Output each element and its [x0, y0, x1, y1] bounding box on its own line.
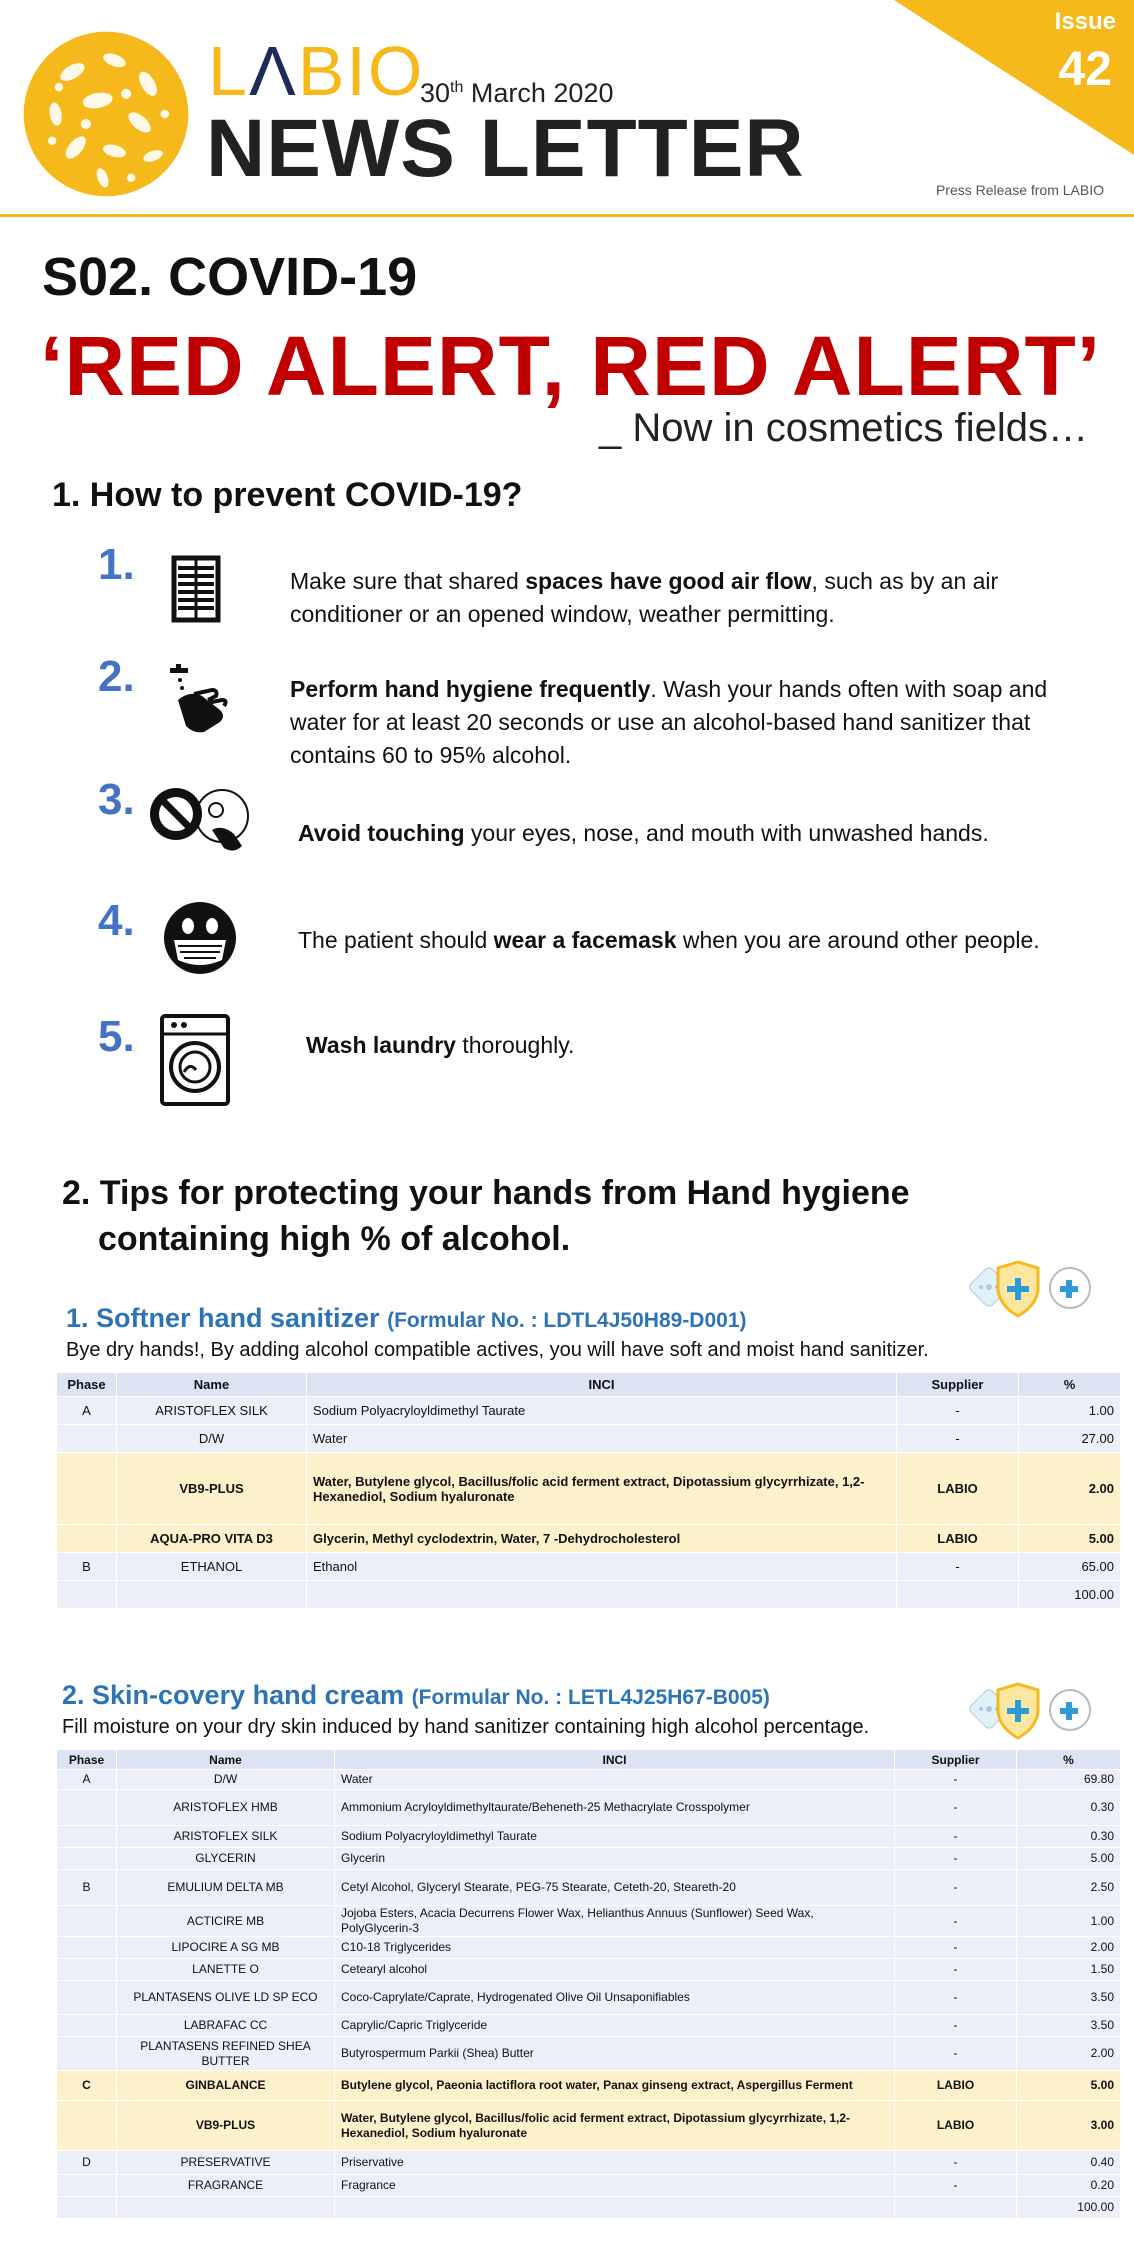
inci-cell: Glycerin, Methyl cyclodextrin, Water, 7 -Dehydrocholesterol: [307, 1525, 897, 1553]
table-row: [57, 1981, 1121, 2015]
section2-heading: [62, 1170, 910, 1262]
inci-cell: Butyrospermum Parkii (Shea) Butter: [335, 2037, 895, 2071]
headline-subtitle: _ Now in cosmetics fields…: [598, 406, 1088, 450]
percent-cell: 0.40: [1017, 2151, 1121, 2175]
percent-cell: 5.00: [1017, 1848, 1121, 1870]
name-cell: EMULIUM DELTA MB: [117, 1870, 335, 1906]
name-cell: GLYCERIN: [117, 1848, 335, 1870]
percent-cell: 100.00: [1019, 1581, 1121, 1609]
supplier-cell: -: [895, 1770, 1017, 1790]
phase-cell: [57, 1425, 117, 1453]
table-row: [57, 2175, 1121, 2197]
issue-number: 42: [1058, 43, 1112, 96]
table-row: [57, 1870, 1121, 1906]
table-row: [57, 1937, 1121, 1959]
percent-cell: 100.00: [1017, 2197, 1121, 2219]
supplier-cell: [897, 1581, 1019, 1609]
table-row: [57, 1581, 1121, 1609]
col-header: %: [1017, 1750, 1121, 1770]
phase-cell: [57, 2101, 117, 2151]
header-divider: [0, 214, 1134, 217]
washing-machine-icon: [156, 1012, 236, 1108]
inci-cell: Sodium Polyacryloyldimethyl Taurate: [307, 1397, 897, 1425]
press-release-note: Press Release from LABIO: [935, 182, 1104, 198]
percent-cell: 69.80: [1017, 1770, 1121, 1790]
inci-cell: [335, 2197, 895, 2219]
supplier-cell: -: [895, 1981, 1017, 2015]
percent-cell: 1.00: [1017, 1906, 1121, 1937]
phase-cell: [57, 2197, 117, 2219]
table-row: [57, 1848, 1121, 1870]
phase-cell: D: [57, 2151, 117, 2175]
table-row: [57, 1790, 1121, 1826]
section2-heading-line1: 2. Tips for protecting your hands from Hand hygiene: [62, 1174, 910, 1212]
phase-cell: [57, 1981, 117, 2015]
supplier-cell: -: [895, 2175, 1017, 2197]
supplier-cell: -: [895, 1848, 1017, 1870]
col-header: Name: [117, 1373, 307, 1397]
phase-cell: [57, 1826, 117, 1848]
phase-cell: [57, 1906, 117, 1937]
name-cell: FRAGRANCE: [117, 2175, 335, 2197]
name-cell: [117, 2197, 335, 2219]
tip-text: The patient should wear a facemask when you are around other people.: [298, 927, 1040, 953]
table-row: [57, 1553, 1121, 1581]
article-code: S02. COVID-19: [42, 247, 418, 307]
percent-cell: 2.00: [1017, 1937, 1121, 1959]
supplier-cell: -: [895, 2037, 1017, 2071]
percent-cell: 2.00: [1017, 2037, 1121, 2071]
name-cell: ACTICIRE MB: [117, 1906, 335, 1937]
table-row: [57, 1959, 1121, 1981]
tip-number: 5.: [98, 1012, 135, 1061]
percent-cell: 2.50: [1017, 1870, 1121, 1906]
phase-cell: [57, 1937, 117, 1959]
supplier-cell: -: [895, 1906, 1017, 1937]
tip-text: Wash laundry thoroughly.: [306, 1032, 575, 1058]
table-row: [57, 1425, 1121, 1453]
section1-heading: 1. How to prevent COVID-19?: [52, 476, 523, 514]
phase-cell: [57, 1790, 117, 1826]
col-header: %: [1019, 1373, 1121, 1397]
name-cell: [117, 1581, 307, 1609]
phase-cell: B: [57, 1870, 117, 1906]
percent-cell: 1.50: [1017, 1959, 1121, 1981]
col-header: INCI: [335, 1750, 895, 1770]
red-alert-headline: ‘RED ALERT, RED ALERT’: [40, 319, 1102, 413]
no-touch-face-icon: [142, 780, 254, 860]
supplier-cell: -: [897, 1553, 1019, 1581]
name-cell: VB9-PLUS: [117, 1453, 307, 1525]
name-cell: GINBALANCE: [117, 2071, 335, 2101]
name-cell: LIPOCIRE A SG MB: [117, 1937, 335, 1959]
hand-washing-icon: [160, 660, 240, 740]
tip-number: 2.: [98, 652, 135, 701]
issue-date: 30th March 2020: [420, 78, 614, 108]
table-row: [57, 2151, 1121, 2175]
inci-cell: Sodium Polyacryloyldimethyl Taurate: [335, 1826, 895, 1848]
tip-number: 1.: [98, 540, 135, 589]
phase-cell: [57, 1525, 117, 1553]
brand-wordmark: LΛBIO: [208, 32, 425, 110]
supplier-cell: -: [897, 1425, 1019, 1453]
phase-cell: [57, 2175, 117, 2197]
supplier-cell: LABIO: [897, 1525, 1019, 1553]
inci-cell: Water, Butylene glycol, Bacillus/folic acid ferment extract, Dipotassium glycyrrhizate, 1,2-Hexanediol, Sodium hyaluronate: [307, 1453, 897, 1525]
phase-cell: A: [57, 1397, 117, 1425]
col-header: Supplier: [897, 1373, 1019, 1397]
percent-cell: 5.00: [1019, 1525, 1121, 1553]
tip-number: 3.: [98, 775, 135, 824]
inci-cell: Water, Butylene glycol, Bacillus/folic acid ferment extract, Dipotassium glycyrrhizate, 1,2-Hexanediol, Sodium hyaluronate: [335, 2101, 895, 2151]
col-header: INCI: [307, 1373, 897, 1397]
phase-cell: [57, 1581, 117, 1609]
formula1-table-body: [57, 1397, 1121, 1609]
name-cell: VB9-PLUS: [117, 2101, 335, 2151]
formula2-table-body: [57, 1770, 1121, 2219]
table-row: [57, 1397, 1121, 1425]
formula2-description: Fill moisture on your dry skin induced by hand sanitizer containing high alcohol percentage.: [62, 1716, 870, 1738]
table-row: [57, 1453, 1121, 1525]
name-cell: ETHANOL: [117, 1553, 307, 1581]
supplier-cell: -: [895, 2151, 1017, 2175]
table-row: [57, 1525, 1121, 1553]
inci-cell: Water: [307, 1425, 897, 1453]
supplier-cell: -: [895, 1870, 1017, 1906]
logo-leaf-circle: [22, 30, 190, 198]
table-row: [57, 2197, 1121, 2219]
formula1-table: [56, 1372, 1121, 1609]
inci-cell: Cetyl Alcohol, Glyceryl Stearate, PEG-75 Stearate, Ceteth-20, Steareth-20: [335, 1870, 895, 1906]
table-row: [57, 2071, 1121, 2101]
percent-cell: 0.30: [1017, 1790, 1121, 1826]
name-cell: ARISTOFLEX SILK: [117, 1826, 335, 1848]
phase-cell: [57, 1959, 117, 1981]
name-cell: D/W: [117, 1425, 307, 1453]
percent-cell: 5.00: [1017, 2071, 1121, 2101]
tip-number: 4.: [98, 896, 135, 945]
supplier-cell: -: [895, 2015, 1017, 2037]
phase-cell: [57, 1848, 117, 1870]
col-header: Phase: [57, 1373, 117, 1397]
supplier-cell: LABIO: [897, 1453, 1019, 1525]
inci-cell: Water: [335, 1770, 895, 1790]
percent-cell: 0.20: [1017, 2175, 1121, 2197]
inci-cell: [307, 1581, 897, 1609]
hand-sanitizer-illustration-icon: [966, 1674, 1096, 1744]
name-cell: PRESERVATIVE: [117, 2151, 335, 2175]
supplier-cell: [895, 2197, 1017, 2219]
col-header: Name: [117, 1750, 335, 1770]
inci-cell: Glycerin: [335, 1848, 895, 1870]
table-header-row: [57, 1373, 1121, 1397]
percent-cell: 2.00: [1019, 1453, 1121, 1525]
formula2-table: [56, 1749, 1121, 2219]
phase-cell: C: [57, 2071, 117, 2101]
supplier-cell: -: [897, 1397, 1019, 1425]
percent-cell: 65.00: [1019, 1553, 1121, 1581]
supplier-cell: LABIO: [895, 2071, 1017, 2101]
percent-cell: 3.00: [1017, 2101, 1121, 2151]
table-row: [57, 2101, 1121, 2151]
inci-cell: Jojoba Esters, Acacia Decurrens Flower Wax, Helianthus Annuus (Sunflower) Seed Wax, PolyGlycerin-3: [335, 1906, 895, 1937]
tip-text: Perform hand hygiene frequently. Wash your hands often with soap and water for at least 20 seconds or use an alcohol-based hand sanitizer that contains 60 to 95% alcohol.: [290, 676, 1048, 768]
formula1-title: 1. Softner hand sanitizer (Formular No. : LDTL4J50H89-D001): [66, 1303, 747, 1333]
name-cell: D/W: [117, 1770, 335, 1790]
table-header-row: [57, 1750, 1121, 1770]
section2-heading-line2: containing high % of alcohol.: [98, 1220, 571, 1258]
newsletter-title: NEWS LETTER: [206, 103, 805, 194]
table-row: [57, 1906, 1121, 1937]
name-cell: AQUA-PRO VITA D3: [117, 1525, 307, 1553]
supplier-cell: LABIO: [895, 2101, 1017, 2151]
inci-cell: Caprylic/Capric Triglyceride: [335, 2015, 895, 2037]
issue-label: Issue: [1054, 8, 1116, 35]
phase-cell: B: [57, 1553, 117, 1581]
percent-cell: 0.30: [1017, 1826, 1121, 1848]
inci-cell: Fragrance: [335, 2175, 895, 2197]
percent-cell: 1.00: [1019, 1397, 1121, 1425]
name-cell: PLANTASENS OLIVE LD SP ECO: [117, 1981, 335, 2015]
table-row: [57, 2015, 1121, 2037]
tip-text: Make sure that shared spaces have good air flow, such as by an air conditioner or an opened window, weather permitting.: [290, 568, 999, 627]
inci-cell: Coco-Caprylate/Caprate, Hydrogenated Olive Oil Unsaponifiables: [335, 1981, 895, 2015]
phase-cell: [57, 2037, 117, 2071]
percent-cell: 27.00: [1019, 1425, 1121, 1453]
face-mask-icon: [160, 898, 240, 978]
phase-cell: [57, 1453, 117, 1525]
table-row: [57, 1826, 1121, 1848]
supplier-cell: -: [895, 1790, 1017, 1826]
table-row: [57, 1770, 1121, 1790]
inci-cell: Ammonium Acryloyldimethyltaurate/Beheneth-25 Methacrylate Crosspolymer: [335, 1790, 895, 1826]
hand-sanitizer-illustration-icon: [966, 1252, 1096, 1322]
inci-cell: Ethanol: [307, 1553, 897, 1581]
name-cell: LANETTE O: [117, 1959, 335, 1981]
name-cell: LABRAFAC CC: [117, 2015, 335, 2037]
phase-cell: [57, 2015, 117, 2037]
supplier-cell: -: [895, 1959, 1017, 1981]
inci-cell: C10-18 Triglycerides: [335, 1937, 895, 1959]
table-row: [57, 2037, 1121, 2071]
supplier-cell: -: [895, 1826, 1017, 1848]
formula1-description: Bye dry hands!, By adding alcohol compatible actives, you will have soft and moist hand sanitizer.: [66, 1339, 929, 1361]
percent-cell: 3.50: [1017, 1981, 1121, 2015]
inci-cell: Cetearyl alcohol: [335, 1959, 895, 1981]
percent-cell: 3.50: [1017, 2015, 1121, 2037]
formula2-title: 2. Skin-covery hand cream (Formular No. : LETL4J25H67-B005): [62, 1680, 770, 1710]
phase-cell: A: [57, 1770, 117, 1790]
col-header: Supplier: [895, 1750, 1017, 1770]
tip-text: Avoid touching your eyes, nose, and mouth with unwashed hands.: [298, 820, 989, 846]
supplier-cell: -: [895, 1937, 1017, 1959]
inci-cell: Butylene glycol, Paeonia lactiflora root water, Panax ginseng extract, Aspergillus Ferment: [335, 2071, 895, 2101]
inci-cell: Priservative: [335, 2151, 895, 2175]
col-header: Phase: [57, 1750, 117, 1770]
name-cell: ARISTOFLEX SILK: [117, 1397, 307, 1425]
name-cell: PLANTASENS REFINED SHEA BUTTER: [117, 2037, 335, 2071]
name-cell: ARISTOFLEX HMB: [117, 1790, 335, 1826]
window-blinds-icon: [162, 552, 242, 632]
